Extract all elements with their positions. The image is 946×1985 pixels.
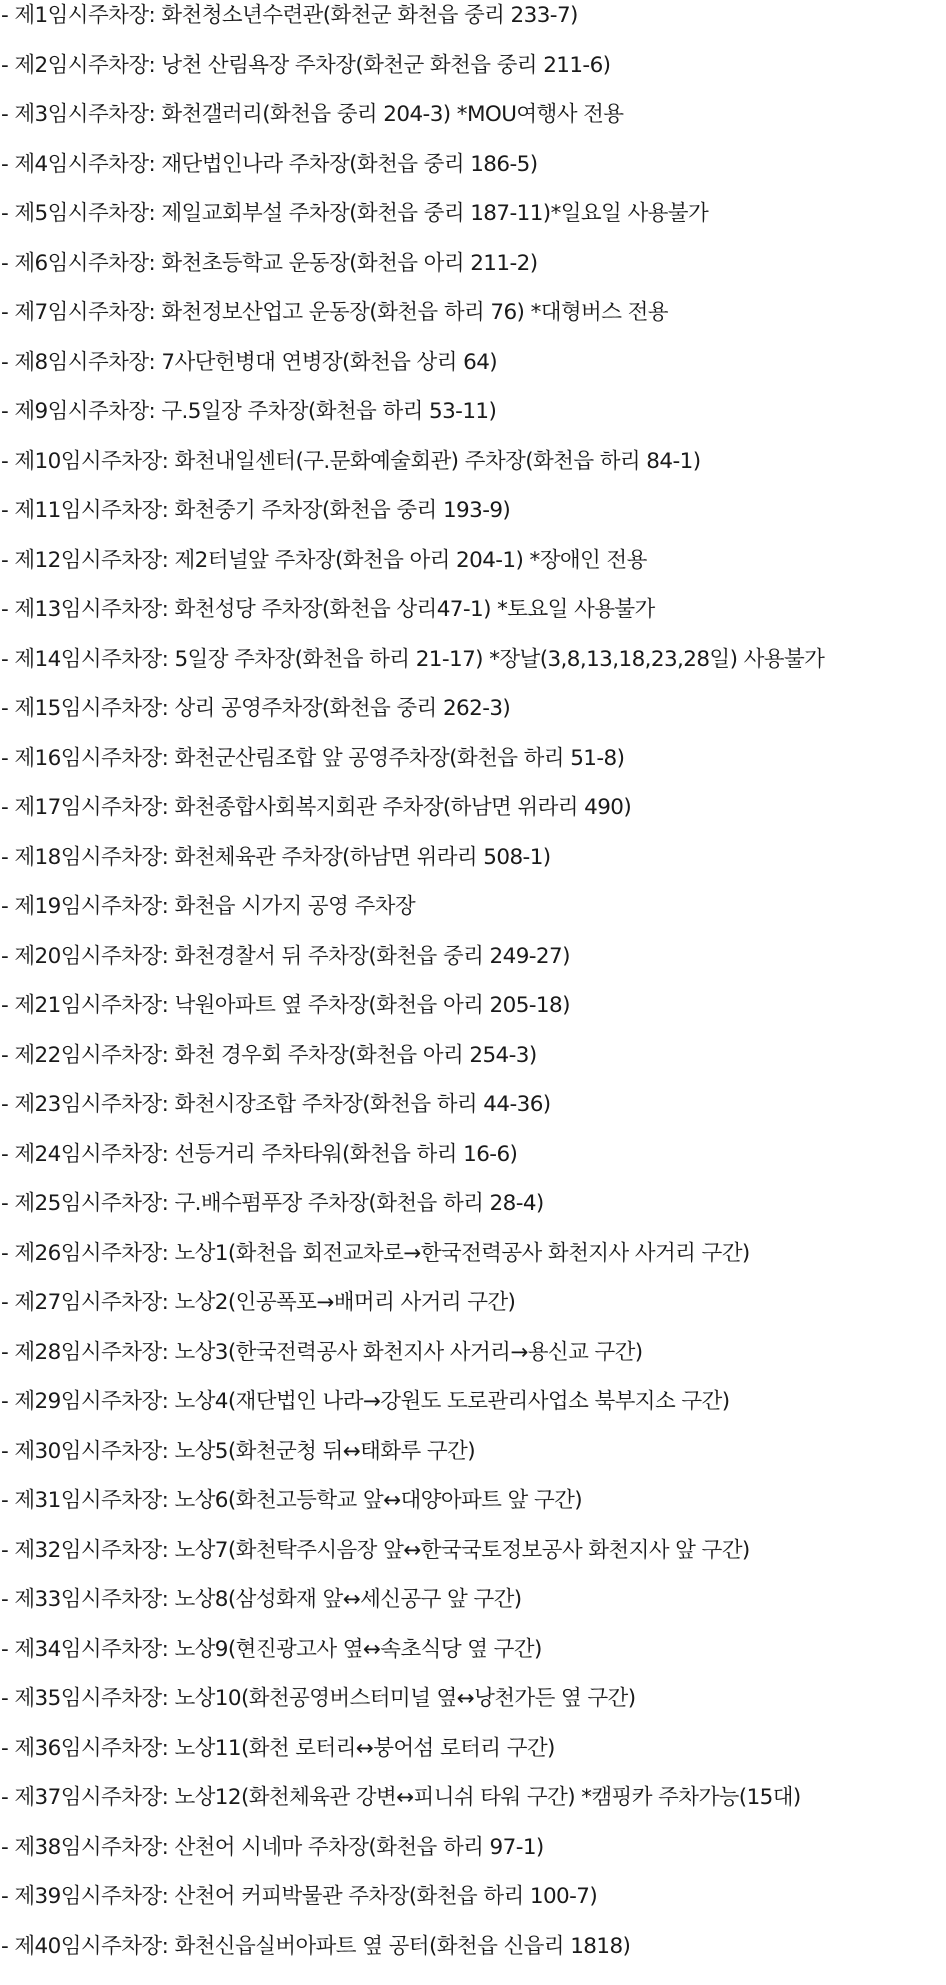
list-item: - 제1임시주차장: 화천청소년수련관(화천군 화천읍 중리 233-7) — [1, 3, 578, 28]
list-item: - 제12임시주차장: 제2터널앞 주차장(화천읍 아리 204-1) *장애인 전용 — [1, 547, 647, 573]
list-item: - 제21임시주차장: 낙원아파트 옆 주차장(화천읍 아리 205-18) — [1, 993, 570, 1018]
list-item: - 제34임시주차장: 노상9(현진광고사 옆↔속초식당 옆 구간) — [1, 1636, 542, 1662]
list-item: - 제4임시주차장: 재단법인나라 주차장(화천읍 중리 186-5) — [1, 151, 538, 177]
list-item: - 제40임시주차장: 화천신읍실버아파트 옆 공터(화천읍 신읍리 1818) — [1, 1933, 631, 1959]
list-item: - 제10임시주차장: 화천내일센터(구.문화예술회관) 주차장(화천읍 하리 84-1) — [1, 448, 701, 474]
list-item: - 제36임시주차장: 노상11(화천 로터리↔붕어섬 로터리 구간) — [1, 1735, 555, 1761]
list-item: - 제29임시주차장: 노상4(재단법인 나라→강원도 도로관리사업소 북부지소 구간) — [1, 1389, 730, 1414]
list-item: - 제23임시주차장: 화천시장조합 주차장(화천읍 하리 44-36) — [1, 1092, 551, 1117]
list-item: - 제33임시주차장: 노상8(삼성화재 앞↔세신공구 앞 구간) — [1, 1587, 522, 1612]
list-item: - 제24임시주차장: 선등거리 주차타워(화천읍 하리 16-6) — [1, 1141, 518, 1167]
list-item: - 제32임시주차장: 노상7(화천탁주시음장 앞↔한국국토정보공사 화천지사 앞 구간) — [1, 1537, 750, 1563]
list-item: - 제6임시주차장: 화천초등학교 운동장(화천읍 아리 211-2) — [1, 250, 538, 276]
list-item: - 제37임시주차장: 노상12(화천체육관 강변↔피니쉬 타워 구간) *캠핑카 주차가능(15대) — [1, 1785, 801, 1810]
list-item: - 제19임시주차장: 화천읍 시가지 공영 주차장 — [1, 894, 416, 919]
list-item: - 제11임시주차장: 화천중기 주차장(화천읍 중리 193-9) — [1, 498, 511, 523]
list-item: - 제15임시주차장: 상리 공영주차장(화천읍 중리 262-3) — [1, 696, 511, 721]
list-item: - 제16임시주차장: 화천군산림조합 앞 공영주차장(화천읍 하리 51-8) — [1, 745, 625, 771]
list-item: - 제3임시주차장: 화천갤러리(화천읍 중리 204-3) *MOU여행사 전용 — [1, 102, 624, 127]
list-item: - 제5임시주차장: 제일교회부설 주차장(화천읍 중리 187-11)*일요일 사용불가 — [1, 201, 709, 226]
list-item: - 제27임시주차장: 노상2(인공폭포→배머리 사거리 구간) — [1, 1290, 516, 1315]
list-item: - 제18임시주차장: 화천체육관 주차장(하남면 위라리 508-1) — [1, 844, 551, 870]
list-item: - 제17임시주차장: 화천종합사회복지회관 주차장(하남면 위라리 490) — [1, 795, 632, 820]
list-item: - 제13임시주차장: 화천성당 주차장(화천읍 상리47-1) *토요일 사용불가 — [1, 597, 655, 622]
list-item: - 제25임시주차장: 구.배수펌푸장 주차장(화천읍 하리 28-4) — [1, 1191, 544, 1216]
list-item: - 제14임시주차장: 5일장 주차장(화천읍 하리 21-17) *장날(3,8,13,18,23,28일) 사용불가 — [1, 646, 825, 672]
list-item: - 제7임시주차장: 화천정보산업고 운동장(화천읍 하리 76) *대형버스 전용 — [1, 300, 668, 325]
list-item: - 제30임시주차장: 노상5(화천군청 뒤↔태화루 구간) — [1, 1438, 476, 1464]
list-item: - 제22임시주차장: 화천 경우회 주차장(화천읍 아리 254-3) — [1, 1042, 537, 1068]
list-item: - 제8임시주차장: 7사단헌병대 연병장(화천읍 상리 64) — [1, 349, 498, 375]
list-item: - 제26임시주차장: 노상1(화천읍 회전교차로→한국전력공사 화천지사 사거리 구간) — [1, 1240, 750, 1266]
list-item: - 제35임시주차장: 노상10(화천공영버스터미널 옆↔낭천가든 옆 구간) — [1, 1686, 636, 1711]
list-item: - 제20임시주차장: 화천경찰서 뒤 주차장(화천읍 중리 249-27) — [1, 943, 570, 969]
list-item: - 제31임시주차장: 노상6(화천고등학교 앞↔대양아파트 앞 구간) — [1, 1488, 583, 1513]
list-item: - 제38임시주차장: 산천어 시네마 주차장(화천읍 하리 97-1) — [1, 1834, 544, 1860]
list-item: - 제28임시주차장: 노상3(한국전력공사 화천지사 사거리→용신교 구간) — [1, 1339, 643, 1365]
list-item: - 제2임시주차장: 낭천 산림욕장 주차장(화천군 화천읍 중리 211-6) — [1, 52, 611, 78]
list-item: - 제39임시주차장: 산천어 커피박물관 주차장(화천읍 하리 100-7) — [1, 1884, 598, 1909]
list-item: - 제9임시주차장: 구.5일장 주차장(화천읍 하리 53-11) — [1, 399, 497, 424]
